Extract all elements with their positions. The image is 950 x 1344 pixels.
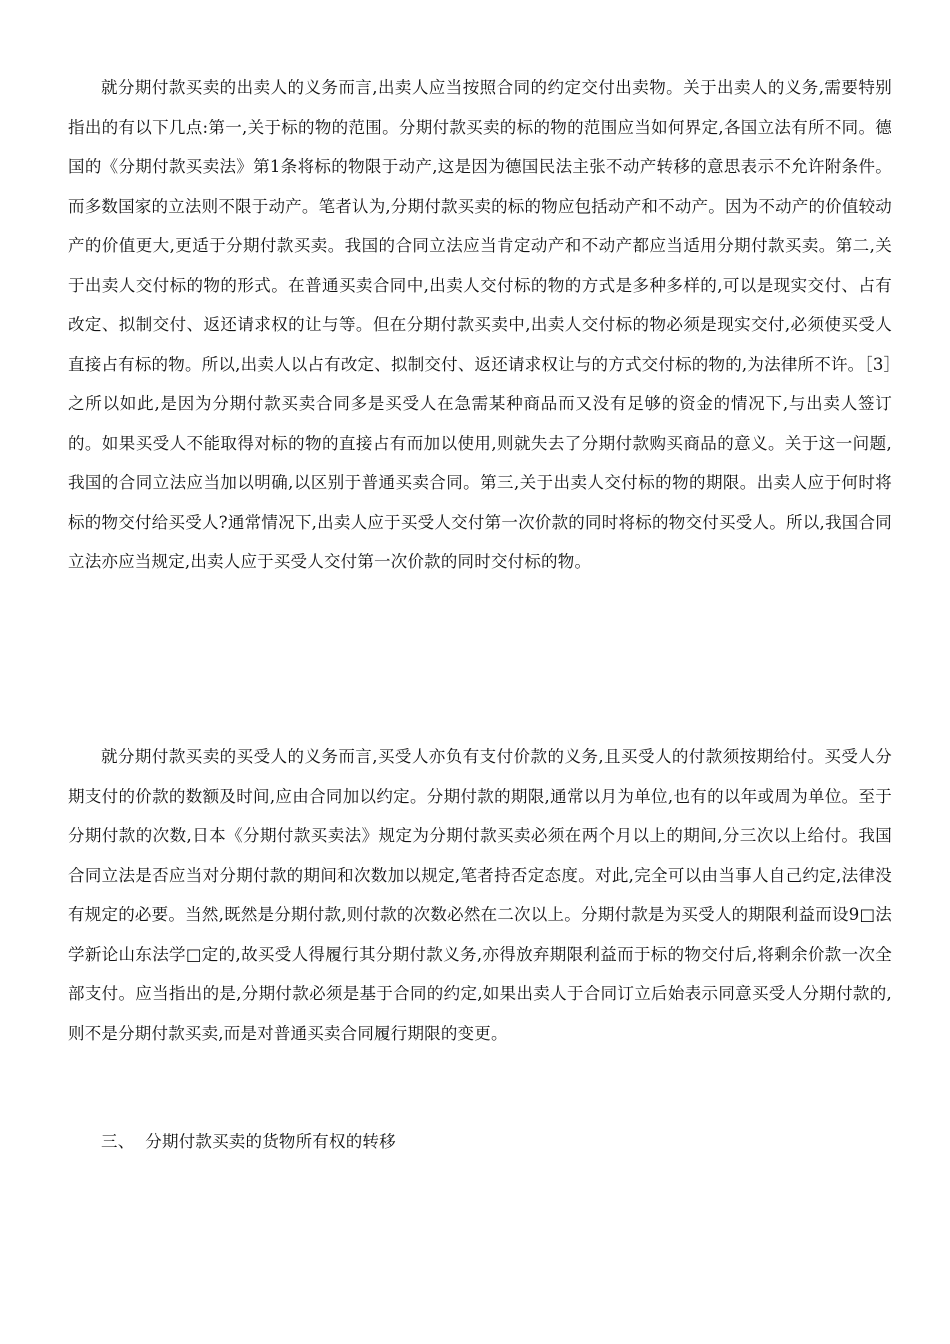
- section-heading: 三、 分期付款买卖的货物所有权的转移: [101, 1132, 396, 1151]
- paragraph-seller-obligations: 就分期付款买卖的出卖人的义务而言,出卖人应当按照合同的约定交付出卖物。关于出卖人的义务,需要特别指出的有以下几点:第一,关于标的物的范围。分期付款买卖的标的物的范围应当如何界定,各国立法有所不同。德国的《分期付款买卖法》第1条将标的物限于动产,这是因为德国民法主张不动产转移的意思表示不允许附条件。而多数国家的立法则不限于动产。笔者认为,分期付款买卖的标的物应包括动产和不动产。因为不动产的价值较动产的价值更大,更适于分期付款买卖。我国的合同立法应当肯定动产和不动产都应当适用分期付款买卖。第二,关于出卖人交付标的物的形式。在普通买卖合同中,出卖人交付标的物的方式是多种多样的,可以是现实交付、占有改定、拟制交付、返还请求权的让与等。但在分期付款买卖中,出卖人交付标的物必须是现实交付,必须使买受人直接占有标的物。所以,出卖人以占有改定、拟制交付、返还请求权让与的方式交付标的物的,为法律所不许。［3］之所以如此,是因为分期付款买卖合同多是买受人在急需某种商品而又没有足够的资金的情况下,与出卖人签订的。如果买受人不能取得对标的物的直接占有而加以使用,则就失去了分期付款购买商品的意义。关于这一问题,我国的合同立法应当加以明确,以区别于普通买卖合同。第三,关于出卖人交付标的物的期限。出卖人应于何时将标的物交付给买受人?通常情况下,出卖人应于买受人交付第一次价款的同时将标的物交付买受人。所以,我国合同立法亦应当规定,出卖人应于买受人交付第一次价款的同时交付标的物。: [68, 78, 892, 571]
- paragraph-buyer-obligations: 就分期付款买卖的买受人的义务而言,买受人亦负有支付价款的义务,且买受人的付款须按期给付。买受人分期支付的价款的数额及时间,应由合同加以约定。分期付款的期限,通常以月为单位,也有的以年或周为单位。至于分期付款的次数,日本《分期付款买卖法》规定为分期付款买卖必须在两个月以上的期间,分三次以上给付。我国合同立法是否应当对分期付款的期间和次数加以规定,笔者持否定态度。对此,完全可以由当事人自己约定,法律没有规定的必要。当然,既然是分期付款,则付款的次数必然在二次以上。分期付款是为买受人的期限利益而设9□法学新论山东法学□定的,故买受人得履行其分期付款义务,亦得放弃期限利益而于标的物交付后,将剩余价款一次全部支付。应当指出的是,分期付款必须是基于合同的约定,如果出卖人于合同订立后始表示同意买受人分期付款的,则不是分期付款买卖,而是对普通买卖合同履行期限的变更。: [68, 747, 892, 1043]
